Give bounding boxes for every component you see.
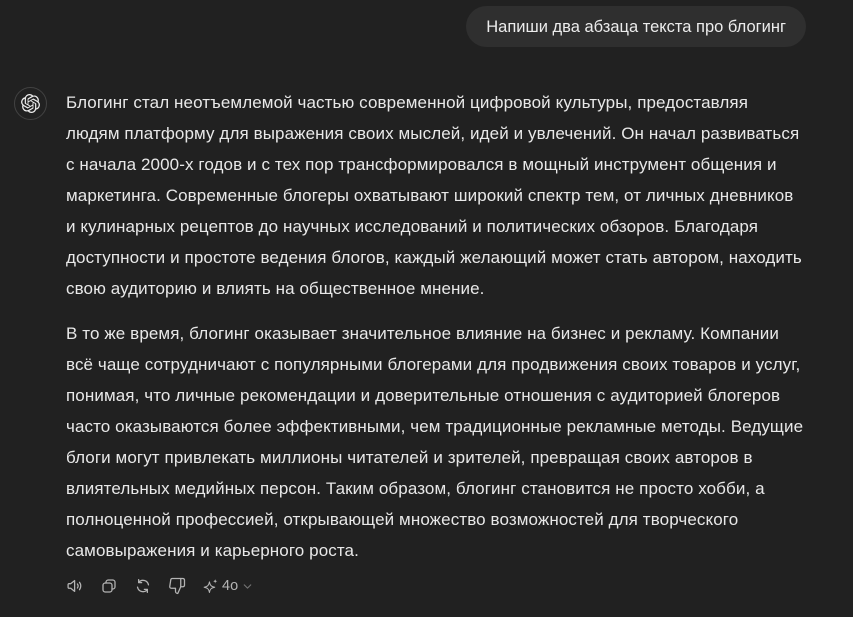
copy-icon (100, 577, 118, 595)
read-aloud-button[interactable] (58, 571, 92, 601)
model-badge-label: 4o (222, 578, 239, 594)
chevron-down-icon (241, 580, 254, 593)
assistant-paragraph-2: В то же время, блогинг оказывает значительное влияние на бизнес и рекламу. Компании всё чаще сотрудничают с популярными блогерами для продвижения своих товаров и услуг, понимая, что личные рекомендации и доверительные отношения с аудиторией блогеров часто оказываются более эффективными, чем традиционные рекламные методы. Ведущие блоги могут привлекать миллионы читателей и зрителей, превращая своих авторов в влиятельных медийных персон. Таким образом, блогинг становится не просто хобби, а полноценной профессией, открывающей множество возможностей для творческого самовыражения и карьерного роста. (66, 324, 804, 560)
assistant-avatar (14, 87, 47, 120)
message-action-bar (58, 571, 806, 601)
model-switcher-button[interactable] (196, 572, 260, 601)
openai-logo-icon (21, 94, 40, 113)
user-message-bubble: Напиши два абзаца текста про блогинг (466, 6, 806, 47)
regenerate-button[interactable] (126, 571, 160, 601)
assistant-paragraph-1: Блогинг стал неотъемлемой частью современной цифровой культуры, предоставляя людям платформу для выражения своих мыслей, идей и увлечений. Он начал развиваться с начала 2000-х годов и с тех пор трансформировался в мощный инструмент общения и маркетинга. Современные блогеры охватывают широкий спектр тем, от личных дневников и кулинарных рецептов до научных исследований и политических обзоров. Благодаря доступности и простоте ведения блогов, каждый желающий может стать автором, находить свою аудиторию и влиять на общественное мнение. (66, 93, 802, 298)
sparkle-icon (202, 578, 219, 595)
regenerate-icon (134, 577, 152, 595)
speaker-icon (66, 577, 84, 595)
user-message-row (14, 6, 806, 47)
assistant-message-content (66, 87, 806, 601)
thumbs-down-icon (168, 577, 186, 595)
thumbs-down-button[interactable] (160, 571, 194, 601)
copy-button[interactable] (92, 571, 126, 601)
assistant-message-row (14, 87, 806, 601)
